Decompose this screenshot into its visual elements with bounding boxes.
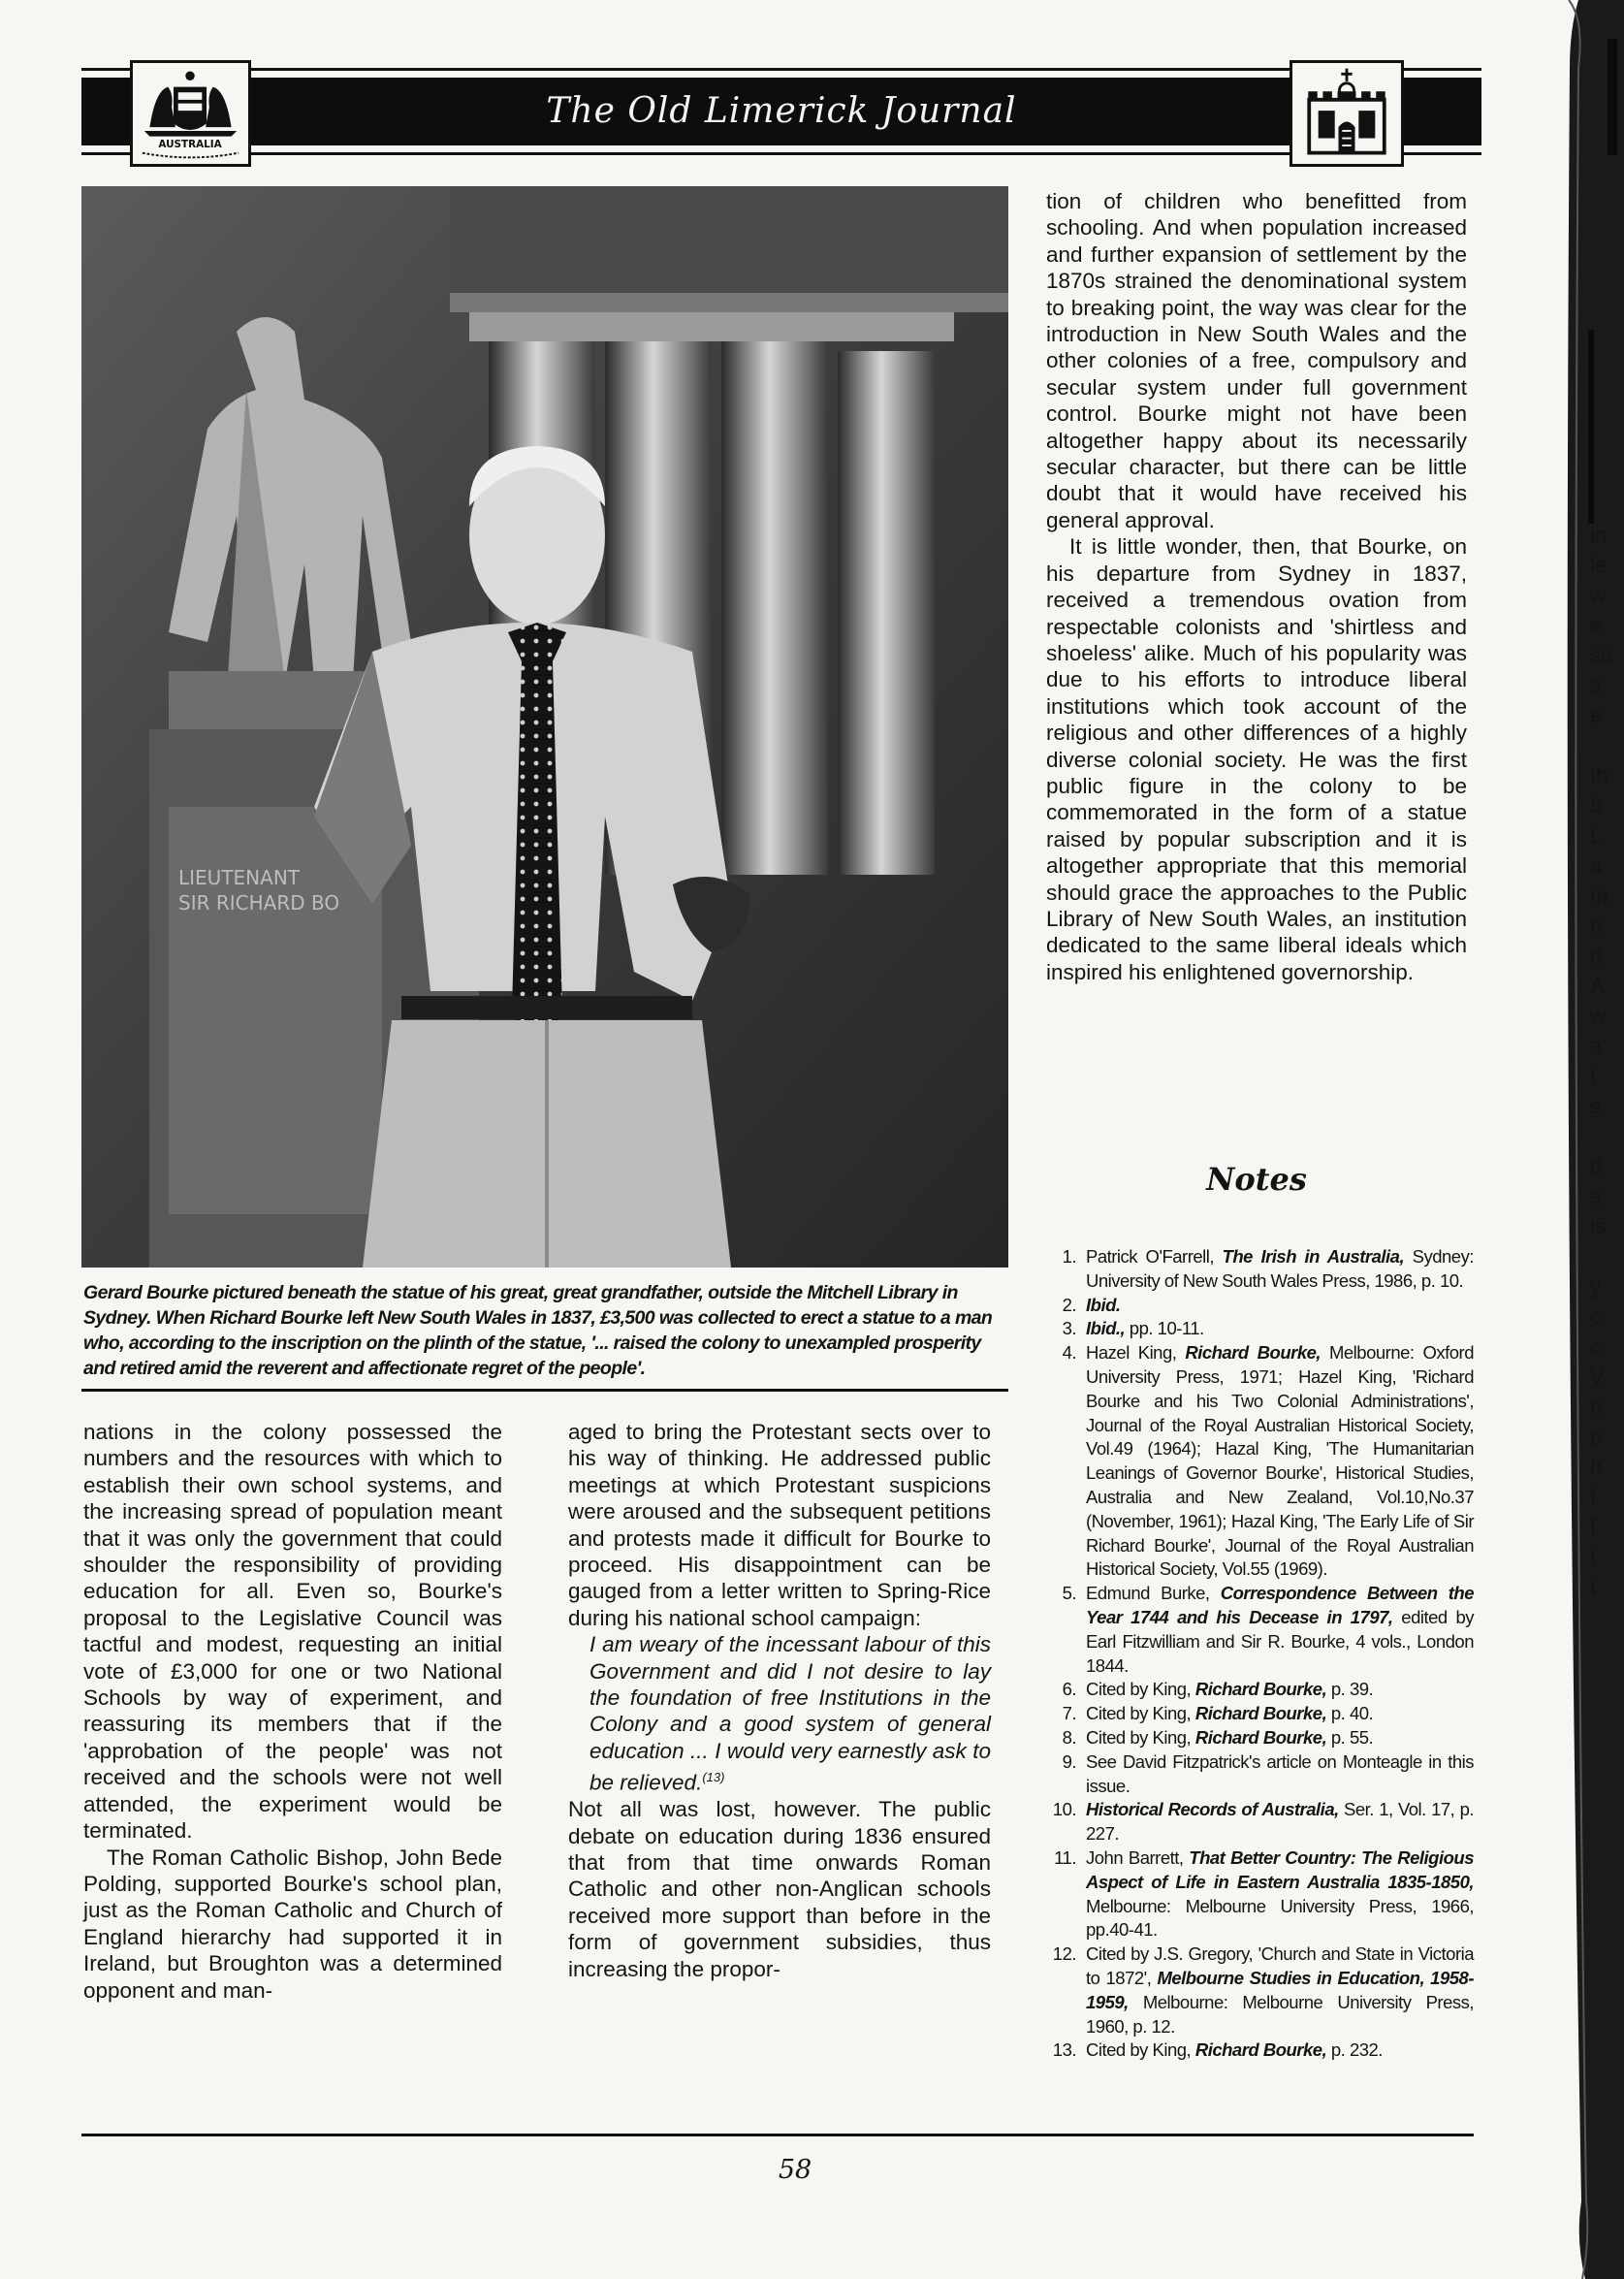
fragment-line [1590,1241,1619,1271]
fragment-line: h [1590,914,1603,938]
svg-text:AUSTRALIA: AUSTRALIA [158,138,222,150]
fragment-line: th [1590,763,1608,787]
note-text: Cited by King, Richard Bourke, p. 55. [1086,1726,1374,1748]
fragment-line: w [1590,1004,1606,1028]
note-item [1047,1245,1474,1294]
paragraph: Not all was lost, however. The public debate on education during 1836 ensured that from that time onwards Roman Catholic and other non-Anglican schools received more support than before in the form of government subsidies, thus increasing the propor- [568,1797,991,1981]
fragment-line: d [1590,1154,1603,1178]
photo-gerard-bourke-with-statue [81,186,1008,1268]
block-quote [568,1631,991,1796]
note-number: 5. [1062,1583,1076,1604]
fragment-line: t [1590,1545,1597,1569]
note-text: Cited by King, Richard Bourke, p. 39. [1086,1679,1374,1700]
fragment-line: s [1590,1094,1601,1118]
fragment-line: f [1590,1515,1597,1539]
fragment-line: h [1590,1395,1603,1419]
note-text: Edmund Burke, Correspondence Between the Year 1744 and his Decease in 1797, edited by Earl Fitzwilliam and Sir R. Bourke, 4 vols., London 1844. [1086,1583,1474,1676]
fragment-line: e [1590,613,1603,637]
note-item [1047,1341,1474,1582]
note-item [1047,1678,1474,1702]
fragment-line: c [1590,1304,1601,1329]
note-text: Hazel King, Richard Bourke, Melbourne: Oxford University Press, 1971; Hazel King, 'Richard Bourke and his Two Colonial Administrations', Journal of the Royal Australian Historical Society, Vol.49 (1964); Hazal King, 'The Humanitarian Leanings of Governor Bourke', Historical Studies, Australia and New Zealand, Vol.10,No.37 (November, 1961); Hazal King, 'The Early Life of Sir Richard Bourke', Journal of the Royal Australian Historical Society, Vol.55 (1969). [1086,1342,1474,1580]
note-text: John Barrett, That Better Country: The Religious Aspect of Life in Eastern Australia 1835-1850, Melbourne: Melbourne University Press, 1966, pp.40-41. [1086,1846,1474,1941]
fragment-line: t [1590,1575,1597,1599]
paragraph: It is little wonder, then, that Bourke, on his departure from Sydney in 1837, received a tremendous ovation from respectable colonists and 'shirtless and shoeless' alike. Much of his popularity was due to his efforts to introduce liberal institutions which took account of the religious and other differences of a highly diverse colonial society. He was the first public figure in the colony to be commemorated in the form of a statue raised by popular subscription and it is altogether appropriate that this memorial should grace the approaches to the Public Library of New South Wales, an institution dedicated to the same liberal ideals which inspired his enlightened governorship. [1046,534,1467,984]
note-text: Ibid., pp. 10-11. [1086,1318,1204,1339]
note-text: Cited by J.S. Gregory, 'Church and State in Victoria to 1872', Melbourne Studies in Education, 1958-1959, Melbourne: Melbourne University Press, 1960, p. 12. [1086,1943,1474,2037]
note-number: 11. [1054,1846,1076,1868]
fragment-line [1590,730,1619,760]
note-text: Cited by King, Richard Bourke, p. 40. [1086,1703,1374,1724]
note-number: 13. [1052,2039,1076,2061]
text-column-1 [83,1419,502,2004]
svg-text:LIEUTENANT: LIEUTENANT [178,866,300,889]
note-number: 10. [1052,1799,1076,1820]
masthead-bottom-rule [81,152,1481,155]
note-number: 2. [1062,1294,1076,1315]
notes-list [1047,1245,1474,2063]
fragment-line: L [1590,823,1603,848]
fragment-line: d [1590,944,1603,968]
fragment-line: a [1590,1034,1603,1058]
bottom-rule [81,2134,1474,2136]
note-number: 6. [1062,1679,1076,1700]
paragraph: nations in the colony possessed the numbers and the resources with which to establish their own school systems, and the increasing spread of population meant that it was only the government that could shoulder the responsibility of providing education for all. Even so, Bourke's proposal to the Legislative Council was tactful and modest, requesting an initial vote of £3,000 for one or two National Schools by way of experiment, and reassuring its members that if the 'approbation of the people' was not received and the schools were not well attended, the experiment would be terminated. [83,1420,502,1844]
fragment-line: m [1590,883,1608,908]
footnote-ref: (13) [702,1770,725,1785]
fragment-line: le [1590,553,1608,577]
fragment-line: y [1590,1274,1601,1299]
australia-coat-of-arms-icon [130,60,251,167]
text-column-3 [1046,188,1467,985]
fragment-line: h [1590,1455,1603,1479]
facing-page-text-fragment [1590,520,1619,1602]
svg-text:SIR RICHARD BO: SIR RICHARD BO [178,891,340,915]
fragment-line: e [1590,703,1603,727]
note-number: 8. [1062,1726,1076,1748]
limerick-castle-crest-icon [1290,60,1404,167]
fragment-line: su [1590,643,1613,667]
photo-caption: Gerard Bourke pictured beneath the statue of his great, great grandfather, outside the Mitchell Library in Sydney. When Richard Bourke left New South Wales in 1837, £3,500 was collected to erect a statue to a man who, according to the inscription on the plinth of the statue, '... raised the colony to unexampled prosperity and retired amid the reverent and affectionate regret of the people'. [83,1282,993,1379]
paragraph: aged to bring the Protestant sects over to his way of thinking. He addressed public meetings at which Protestant suspicions were aroused and the subsequent petitions and protests made it difficult for Bourke to proceed. His disappointment can be gauged from a letter written to Spring-Rice during his national school campaign: [568,1420,991,1630]
note-text: See David Fitzpatrick's article on Monteagle in this issue. [1086,1750,1474,1796]
fragment-line: p [1590,1425,1603,1449]
note-number: 9. [1062,1750,1076,1772]
note-number: 12. [1052,1943,1076,1965]
note-number: 4. [1062,1342,1076,1364]
fragment-line: a [1590,673,1603,697]
text-column-2 [568,1419,991,1982]
paragraph: tion of children who benefitted from schooling. And when population increased and further expansion of settlement by the 1870s strained the denominational system to breaking point, the way was clear for the introduction in New South Wales and the other colonies of a free, compulsory and secular system under full government control. Bourke might not have been altogether happy about its necessarily secular character, but there can be little doubt that it would have received his general approval. [1046,189,1467,532]
note-number: 1. [1062,1246,1076,1267]
note-text: Patrick O'Farrell, The Irish in Australia, Sydney: University of New South Wales Press, 1986, p. 10. [1086,1246,1474,1291]
note-item [1047,1798,1474,1846]
note-item [1047,1582,1474,1678]
note-text: Ibid. [1086,1294,1121,1315]
note-item [1047,1317,1474,1341]
note-item [1047,1750,1474,1799]
fragment-line: c [1590,1334,1601,1359]
note-text: Cited by King, Richard Bourke, p. 232. [1086,2039,1383,2061]
fragment-line [1590,1121,1619,1151]
caption-rule [81,1389,1008,1392]
fragment-line: a [1590,1184,1603,1208]
fragment-line: A [1590,974,1605,998]
fragment-line: t [1590,1064,1597,1088]
page-number: 58 [778,2155,812,2185]
fragment-line: b [1590,793,1603,818]
fragment-line: in [1590,523,1608,547]
note-item [1047,1702,1474,1726]
note-item [1047,1942,1474,2038]
note-text: Historical Records of Australia, Ser. 1, Vol. 17, p. 227. [1086,1799,1474,1845]
quote-text: I am weary of the incessant labour of this Government and did I not desire to lay the foundation of free Institutions in the Colony and a good system of general education ... I would very earnestly ask to be relieved. [589,1632,991,1795]
fragment-line: is [1590,1214,1606,1238]
fragment-line: a [1590,853,1603,878]
note-item [1047,1846,1474,1942]
note-number: 3. [1062,1318,1076,1339]
journal-title: The Old Limerick Journal [546,91,1017,131]
note-item [1047,1726,1474,1750]
fragment-line: V [1590,1364,1605,1389]
note-number: 7. [1062,1703,1076,1724]
note-item [1047,2038,1474,2063]
notes-heading: Notes [1206,1161,1307,1198]
note-item [1047,1294,1474,1318]
masthead-top-rule [81,68,1481,71]
fragment-line: f [1590,1485,1597,1509]
paragraph: The Roman Catholic Bishop, John Bede Polding, supported Bourke's school plan, just as the Roman Catholic and Church of England hierarchy had supported it in Ireland, but Broughton was a determined opponent and man- [83,1845,502,2003]
fragment-line: w [1590,583,1606,607]
